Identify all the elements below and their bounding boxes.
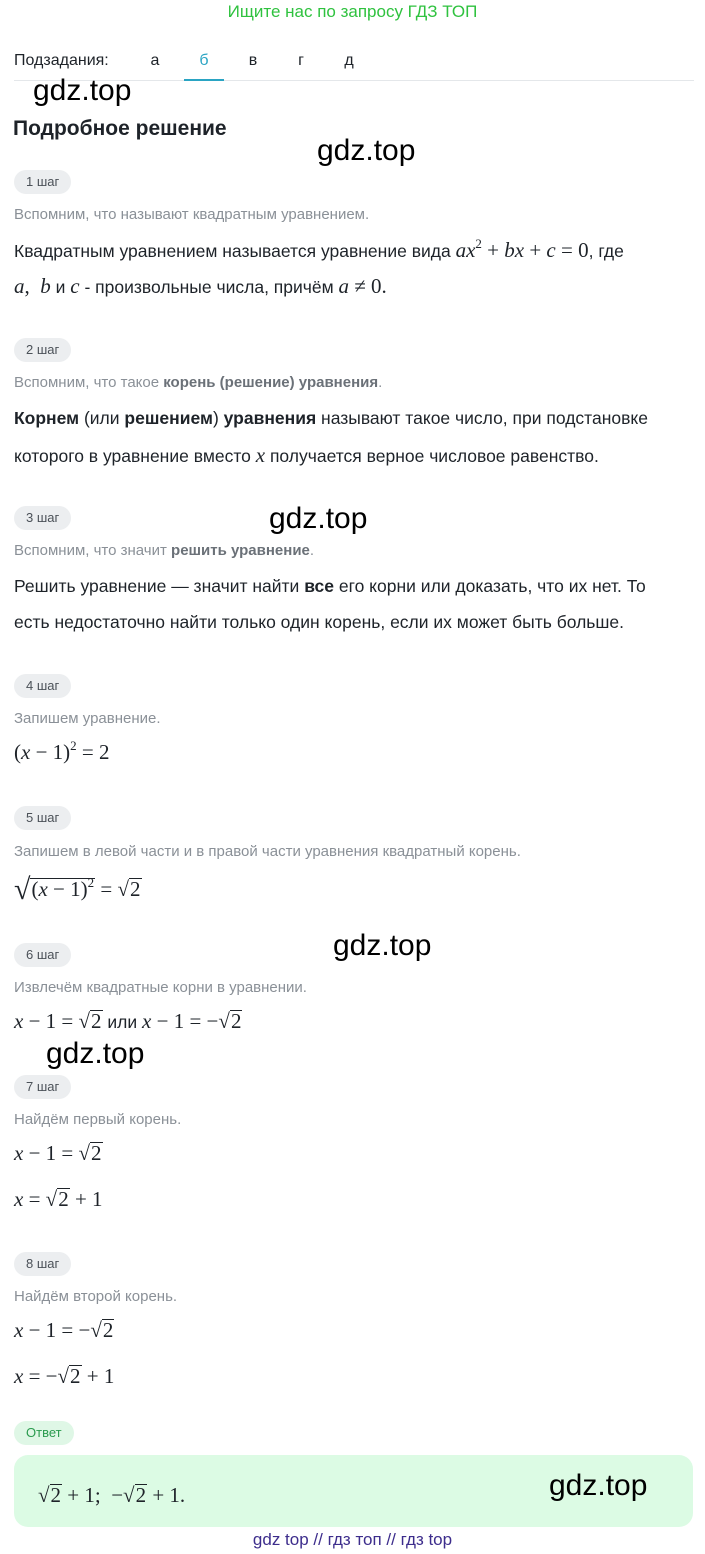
watermark: gdz.top: [46, 1037, 145, 1070]
tab-v[interactable]: в: [248, 52, 258, 69]
answer-badge: Ответ: [14, 1421, 74, 1445]
step-badge: 6 шаг: [14, 943, 71, 967]
step-badge: 1 шаг: [14, 170, 71, 194]
formula: x = √2 + 1: [14, 1187, 103, 1211]
step-badge: 2 шаг: [14, 338, 71, 362]
promo-banner: Ищите нас по запросу ГДЗ ТОП: [227, 2, 478, 21]
step-hint: Вспомним, что значит решить уравнение.: [14, 542, 315, 559]
tab-d[interactable]: д: [344, 52, 354, 69]
step-hint: Вспомним, что называют квадратным уравнением.: [14, 206, 370, 223]
formula: x − 1 = √2 или x − 1 = −√2: [14, 1009, 242, 1033]
step-text: Решить уравнение — значит найти все его корни или доказать, что их нет. То: [14, 576, 646, 596]
step-hint: Запишем уравнение.: [14, 710, 161, 727]
answer-box: [14, 1455, 693, 1527]
step-text: a, b и c - произвольные числа, причём a ≠ 0.: [14, 274, 387, 298]
formula: $(x - 1)^2 = 2$: [14, 738, 110, 764]
tab-a[interactable]: а: [150, 52, 160, 69]
step-hint: Извлечём квадратные корни в уравнении.: [14, 979, 307, 996]
step-badge: 3 шаг: [14, 506, 71, 530]
answer-formula: √2 + 1; −√2 + 1.: [38, 1483, 186, 1507]
tab-g[interactable]: г: [298, 52, 304, 69]
watermark: gdz.top: [269, 502, 368, 535]
step-badge: 4 шаг: [14, 674, 71, 698]
step-text: которого в уравнение вместо x получается верное числовое равенство.: [14, 443, 599, 467]
watermark: gdz.top: [317, 134, 416, 167]
formula: x = −√2 + 1: [14, 1364, 115, 1388]
formula: x − 1 = √2: [14, 1141, 102, 1165]
tab-b[interactable]: б: [184, 52, 224, 70]
step-hint: Запишем в левой части и в правой части уравнения квадратный корень.: [14, 843, 521, 860]
solution-title: Подробное решение: [13, 117, 227, 140]
step-hint: Вспомним, что такое корень (решение) уравнения.: [14, 374, 383, 391]
step-badge: 5 шаг: [14, 806, 71, 830]
step-badge: 7 шаг: [14, 1075, 71, 1099]
watermark: gdz.top: [333, 929, 432, 962]
watermark: gdz.top: [549, 1469, 648, 1502]
formula: $√(x - 1)^2 = √2$: [14, 873, 141, 906]
formula: x − 1 = −√2: [14, 1318, 114, 1342]
subtasks-label: Подзадания:: [14, 52, 109, 69]
step-hint: Найдём второй корень.: [14, 1288, 178, 1305]
formula: $ax^2$ + bx + c = 0: [455, 236, 589, 262]
step-badge: 8 шаг: [14, 1252, 71, 1276]
watermark: gdz.top: [33, 74, 132, 107]
step-hint: Найдём первый корень.: [14, 1111, 182, 1128]
step-text: есть недостаточно найти только один корень, если их может быть больше.: [14, 612, 625, 632]
step-text: Корнем (или решением) уравнения называют такое число, при подстановке: [14, 408, 648, 428]
footer-links: gdz top // гдз топ // гдз top: [252, 1530, 453, 1549]
step-text: Квадратным уравнением называется уравнение вида $ax^2$ + bx + c = 0, где: [14, 236, 624, 262]
formula: a ≠ 0.: [338, 274, 387, 298]
